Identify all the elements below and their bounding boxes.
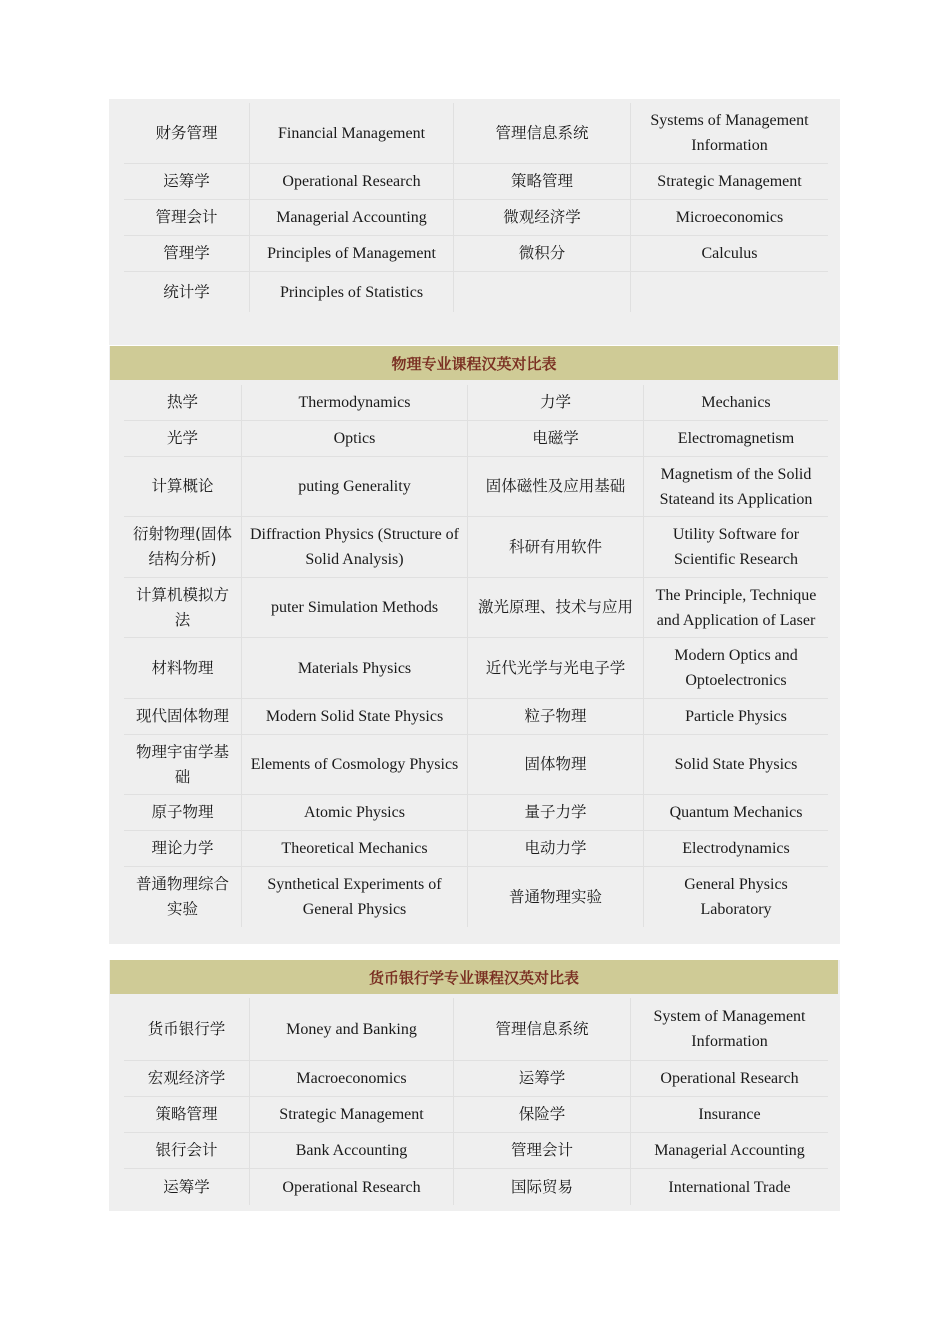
course-zh: 近代光学与光电子学 (468, 638, 644, 699)
course-zh: 热学 (124, 385, 242, 421)
banking-course-table (124, 998, 828, 1205)
course-en: Atomic Physics (242, 795, 468, 831)
table-row (124, 735, 828, 795)
course-zh: 激光原理、技术与应用 (468, 578, 644, 638)
table-row (124, 236, 828, 272)
course-zh: 运筹学 (454, 1061, 631, 1097)
course-zh: 微观经济学 (454, 200, 631, 236)
course-zh: 银行会计 (124, 1133, 250, 1169)
course-zh: 固体物理 (468, 735, 644, 795)
course-zh: 理论力学 (124, 831, 242, 867)
course-en: Magnetism of the Solid Stateand its Application (644, 457, 828, 517)
course-zh: 管理信息系统 (454, 103, 631, 164)
table-row (124, 867, 828, 927)
course-zh: 微积分 (454, 236, 631, 272)
course-zh: 现代固体物理 (124, 699, 242, 735)
table-row (124, 795, 828, 831)
course-en: Managerial Accounting (631, 1133, 828, 1169)
course-zh: 计算概论 (124, 457, 242, 517)
course-en: Systems of Management Information (631, 103, 828, 164)
course-zh: 策略管理 (124, 1097, 250, 1133)
course-zh: 运筹学 (124, 1169, 250, 1205)
course-zh: 保险学 (454, 1097, 631, 1133)
course-zh: 统计学 (124, 272, 250, 312)
course-zh: 国际贸易 (454, 1169, 631, 1205)
table-row (124, 164, 828, 200)
table-row (124, 517, 828, 578)
course-en: Microeconomics (631, 200, 828, 236)
course-zh: 固体磁性及应用基础 (468, 457, 644, 517)
table-row (124, 457, 828, 517)
course-en: Quantum Mechanics (644, 795, 828, 831)
course-en: Money and Banking (250, 998, 454, 1061)
course-en: Insurance (631, 1097, 828, 1133)
course-en: puting Generality (242, 457, 468, 517)
course-en: Elements of Cosmology Physics (242, 735, 468, 795)
course-zh: 光学 (124, 421, 242, 457)
course-en: Financial Management (250, 103, 454, 164)
table-row (124, 103, 828, 164)
course-zh (454, 272, 631, 312)
table-row (124, 272, 828, 312)
course-zh: 原子物理 (124, 795, 242, 831)
course-en: Principles of Statistics (250, 272, 454, 312)
course-en: puter Simulation Methods (242, 578, 468, 638)
course-en (631, 272, 828, 312)
physics-section-title: 物理专业课程汉英对比表 (110, 346, 838, 380)
course-zh: 电磁学 (468, 421, 644, 457)
course-zh: 货币银行学 (124, 998, 250, 1061)
course-zh: 力学 (468, 385, 644, 421)
course-zh: 管理会计 (124, 200, 250, 236)
course-en: Electromagnetism (644, 421, 828, 457)
course-en: Mechanics (644, 385, 828, 421)
course-zh: 物理宇宙学基础 (124, 735, 242, 795)
course-zh: 材料物理 (124, 638, 242, 699)
course-en: The Principle, Technique and Application of Laser (644, 578, 828, 638)
table-row (124, 385, 828, 421)
table-row (124, 1097, 828, 1133)
table-row (124, 421, 828, 457)
table-row (124, 831, 828, 867)
table-row (124, 638, 828, 699)
course-en: Operational Research (250, 1169, 454, 1205)
course-en: Utility Software for Scientific Research (644, 517, 828, 578)
course-zh: 宏观经济学 (124, 1061, 250, 1097)
table-row (124, 998, 828, 1061)
course-en: Modern Solid State Physics (242, 699, 468, 735)
course-en: Operational Research (250, 164, 454, 200)
course-zh: 财务管理 (124, 103, 250, 164)
course-en: Operational Research (631, 1061, 828, 1097)
table-row (124, 1133, 828, 1169)
course-en: Optics (242, 421, 468, 457)
course-zh: 普通物理实验 (468, 867, 644, 927)
course-en: Materials Physics (242, 638, 468, 699)
course-en: Principles of Management (250, 236, 454, 272)
course-zh: 计算机模拟方法 (124, 578, 242, 638)
course-en: General Physics Laboratory (684, 876, 788, 918)
course-zh: 量子力学 (468, 795, 644, 831)
course-zh: 粒子物理 (468, 699, 644, 735)
course-en: Strategic Management (631, 164, 828, 200)
course-zh: 管理会计 (454, 1133, 631, 1169)
physics-course-table (124, 385, 828, 927)
table-row (124, 699, 828, 735)
course-en: Macroeconomics (250, 1061, 454, 1097)
course-en: Bank Accounting (250, 1133, 454, 1169)
course-zh: 策略管理 (454, 164, 631, 200)
course-en: Theoretical Mechanics (242, 831, 468, 867)
course-zh: 普通物理综合实验 (124, 867, 242, 927)
table-row (124, 1169, 828, 1205)
course-en: Synthetical Experiments of General Physics (242, 867, 468, 927)
course-zh: 电动力学 (468, 831, 644, 867)
course-zh: 管理信息系统 (454, 998, 631, 1061)
course-en: Solid State Physics (644, 735, 828, 795)
course-en: Thermodynamics (242, 385, 468, 421)
banking-section-title: 货币银行学专业课程汉英对比表 (110, 960, 838, 994)
course-en: Electrodynamics (644, 831, 828, 867)
course-zh: 衍射物理(固体结构分析) (124, 517, 242, 578)
course-en: Strategic Management (250, 1097, 454, 1133)
course-en: Managerial Accounting (250, 200, 454, 236)
table-row (124, 1061, 828, 1097)
course-en: International Trade (668, 1178, 791, 1196)
course-en: System of Management Information (631, 998, 828, 1061)
course-en: Diffraction Physics (Structure of Solid Analysis) (242, 517, 468, 578)
table-row (124, 200, 828, 236)
course-en: Particle Physics (644, 699, 828, 735)
table-row (124, 578, 828, 638)
course-en: Calculus (631, 236, 828, 272)
course-zh: 运筹学 (124, 164, 250, 200)
course-zh: 科研有用软件 (468, 517, 644, 578)
course-zh: 管理学 (124, 236, 250, 272)
management-course-table (124, 103, 828, 312)
course-en: Modern Optics and Optoelectronics (644, 638, 828, 699)
